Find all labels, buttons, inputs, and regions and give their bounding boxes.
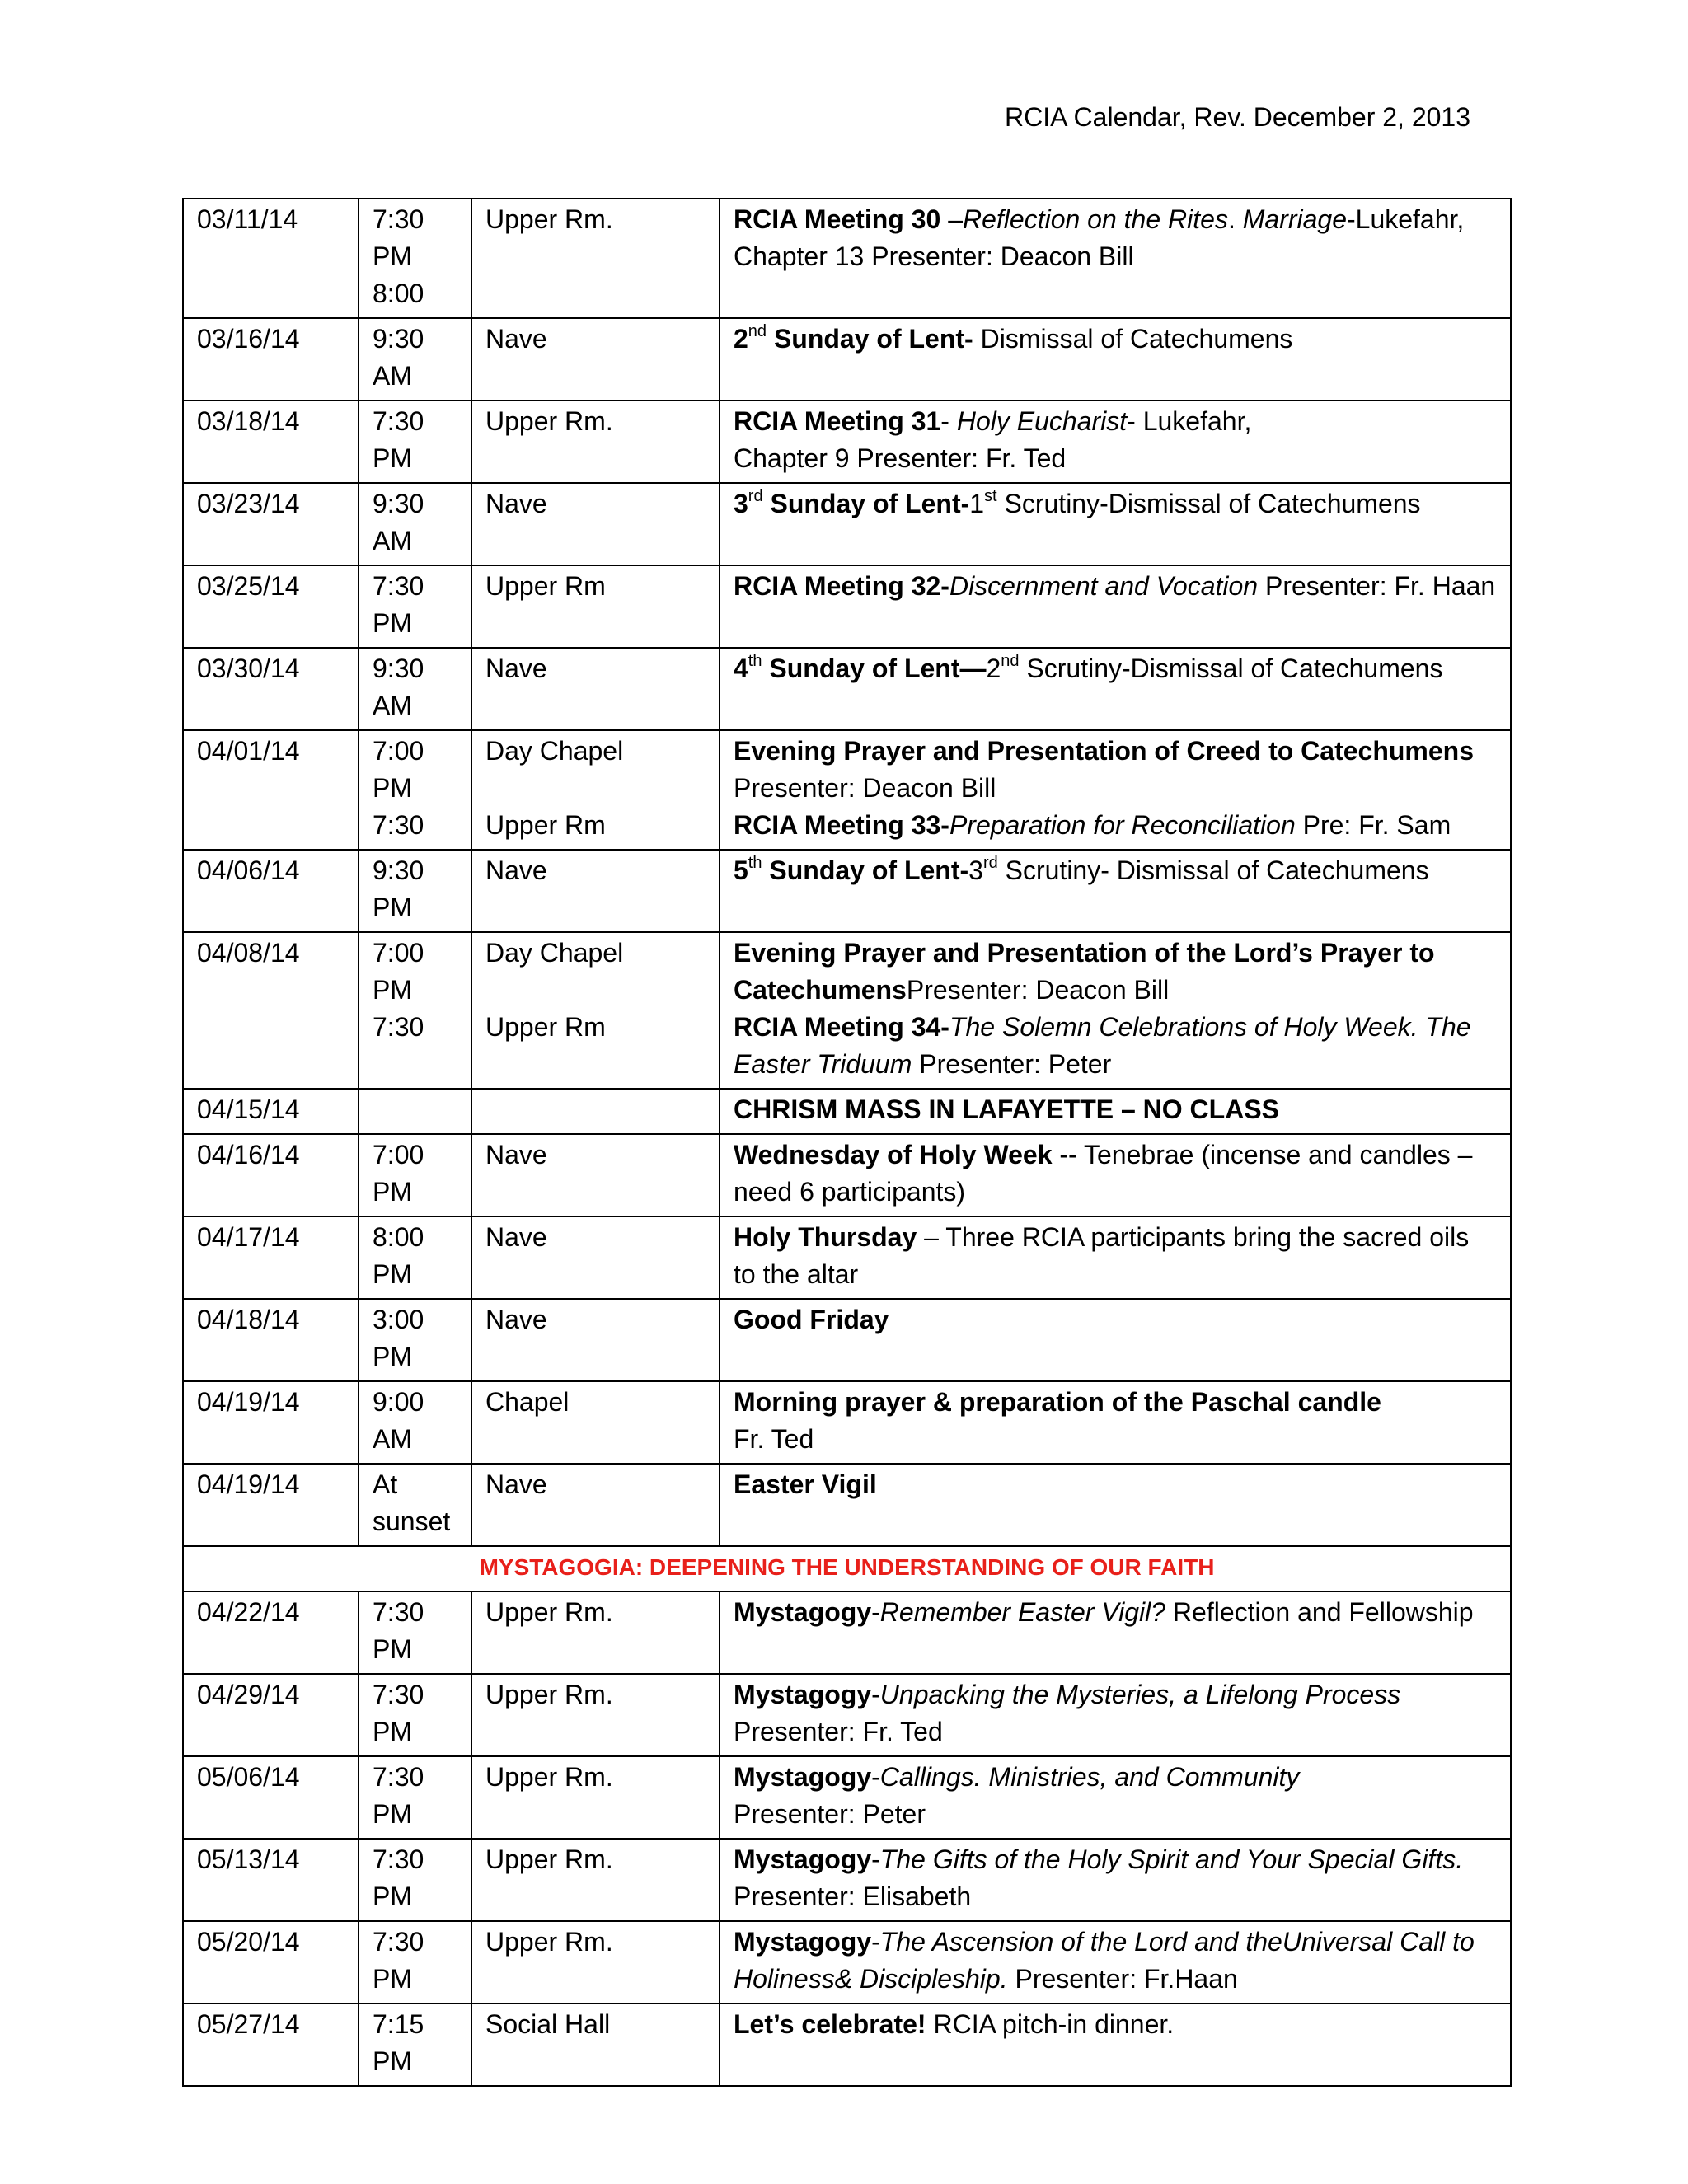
date-cell: 04/01/14 <box>183 730 359 850</box>
description-text: Presenter: Deacon Bill <box>734 773 996 803</box>
description-text: Presenter: Peter <box>734 1799 926 1829</box>
time-cell <box>359 1839 471 1921</box>
table-row <box>183 1921 1511 2004</box>
description-text: Scrutiny-Dismissal of Catechumens <box>996 489 1421 518</box>
time-line: PM <box>373 1259 412 1289</box>
description-italic: The Ascension of the Lord and theUniversal Call to Holiness& Discipleship. <box>734 1927 1475 1994</box>
description-text: 3 <box>968 855 983 885</box>
calendar-table <box>182 198 1512 2087</box>
time-cell <box>359 565 471 648</box>
location-cell <box>471 1591 720 1674</box>
time-line: 7:30 <box>373 571 424 601</box>
time-line: 7:30 <box>373 406 424 436</box>
time-line: PM <box>373 893 412 922</box>
table-row <box>183 648 1511 730</box>
date-cell: 04/17/14 <box>183 1216 359 1299</box>
time-line: 9:30 <box>373 489 424 518</box>
date-cell: 04/19/14 <box>183 1464 359 1546</box>
location-line: Upper Rm. <box>485 204 613 234</box>
description-cell <box>720 199 1511 318</box>
ordinal-suffix: nd <box>748 322 767 341</box>
description-italic: Holy Eucharist <box>956 406 1128 436</box>
time-cell <box>359 1464 471 1546</box>
date-cell: 04/18/14 <box>183 1299 359 1381</box>
description-text: 1 <box>969 489 985 518</box>
description-text: -- Tenebrae (incense and candles – need 6 participants) <box>734 1140 1473 1207</box>
description-cell <box>720 1464 1511 1546</box>
time-cell <box>359 401 471 483</box>
date-cell: 04/29/14 <box>183 1674 359 1756</box>
location-line: Upper Rm <box>485 810 606 840</box>
description-text: - <box>871 1927 880 1957</box>
time-line: 7:30 <box>373 810 424 840</box>
table-row <box>183 483 1511 565</box>
location-line: Upper Rm. <box>485 1597 613 1627</box>
time-cell <box>359 932 471 1089</box>
description-bold: Evening Prayer and Presentation of the Lord’s Prayer to Catechumens <box>734 938 1435 1005</box>
time-line: 7:30 <box>373 1927 424 1957</box>
description-bold: Sunday of Lent- <box>762 489 970 518</box>
description-bold: CHRISM MASS IN LAFAYETTE – NO CLASS <box>734 1094 1279 1124</box>
time-line: 9:30 <box>373 855 424 885</box>
ordinal-suffix: th <box>748 652 762 671</box>
description-bold: RCIA Meeting 33- <box>734 810 950 840</box>
location-line: Nave <box>485 1305 547 1334</box>
location-line: Nave <box>485 1140 547 1169</box>
description-cell <box>720 1216 1511 1299</box>
date-cell: 05/20/14 <box>183 1921 359 2004</box>
time-line: 9:00 <box>373 1387 424 1417</box>
description-text: Chapter 9 Presenter: Fr. Ted <box>734 443 1067 473</box>
time-line: PM <box>373 2046 412 2076</box>
description-bold: 5 <box>734 855 748 885</box>
location-line: Day Chapel <box>485 938 624 968</box>
section-title: MYSTAGOGIA: DEEPENING THE UNDERSTANDING OF OUR FAITH <box>183 1546 1511 1591</box>
description-cell <box>720 1089 1511 1134</box>
description-cell <box>720 1134 1511 1216</box>
time-line: At <box>373 1469 398 1499</box>
time-line: PM <box>373 443 412 473</box>
description-bold: 2 <box>734 324 748 354</box>
description-bold: Mystagogy <box>734 1680 872 1709</box>
date-cell: 04/22/14 <box>183 1591 359 1674</box>
location-cell <box>471 1756 720 1839</box>
time-line: AM <box>373 361 412 391</box>
description-text: Presenter: Deacon Bill <box>906 975 1170 1005</box>
date-cell: 03/25/14 <box>183 565 359 648</box>
time-line: AM <box>373 691 412 720</box>
time-line: 7:00 <box>373 1140 424 1169</box>
time-cell <box>359 1591 471 1674</box>
location-line: Upper Rm. <box>485 1762 613 1792</box>
description-bold: Mystagogy <box>734 1597 872 1627</box>
time-line: 7:30 <box>373 204 424 234</box>
location-cell <box>471 1216 720 1299</box>
location-line: Nave <box>485 1469 547 1499</box>
description-cell <box>720 1839 1511 1921</box>
description-text: Scrutiny- Dismissal of Catechumens <box>997 855 1429 885</box>
table-row <box>183 1464 1511 1546</box>
description-cell <box>720 318 1511 401</box>
description-bold: Mystagogy <box>734 1927 872 1957</box>
description-text: - <box>871 1680 880 1709</box>
description-bold: Easter Vigil <box>734 1469 877 1499</box>
description-text: Scrutiny-Dismissal of Catechumens <box>1019 654 1443 683</box>
time-line: 7:30 <box>373 1844 424 1874</box>
time-line: 7:00 <box>373 938 424 968</box>
time-line: PM <box>373 1717 412 1746</box>
time-cell <box>359 483 471 565</box>
date-cell: 03/18/14 <box>183 401 359 483</box>
date-cell: 04/16/14 <box>183 1134 359 1216</box>
table-row <box>183 318 1511 401</box>
table-row <box>183 1134 1511 1216</box>
time-cell <box>359 199 471 318</box>
description-text: Presenter: Elisabeth <box>734 1882 972 1911</box>
time-cell <box>359 648 471 730</box>
description-italic: Discernment and Vocation <box>949 571 1259 601</box>
location-cell <box>471 730 720 850</box>
table-row <box>183 1216 1511 1299</box>
location-cell <box>471 648 720 730</box>
description-italic: Remember Easter Vigil? <box>879 1597 1166 1627</box>
description-text: Presenter: Fr. Ted <box>734 1717 943 1746</box>
description-bold: Sunday of Lent— <box>762 654 987 683</box>
table-row <box>183 2004 1511 2086</box>
time-line: PM <box>373 1177 412 1207</box>
time-cell <box>359 1674 471 1756</box>
location-line: Nave <box>485 324 547 354</box>
calendar-rows-lent <box>183 199 1511 1546</box>
ordinal-suffix: nd <box>1001 652 1020 671</box>
time-cell <box>359 1299 471 1381</box>
page-header: RCIA Calendar, Rev. December 2, 2013 <box>1004 102 1470 132</box>
time-line: PM <box>373 241 412 271</box>
description-cell <box>720 1591 1511 1674</box>
table-row <box>183 1381 1511 1464</box>
location-line: Day Chapel <box>485 736 624 766</box>
ordinal-suffix: rd <box>748 487 763 506</box>
location-line: Nave <box>485 855 547 885</box>
location-line: Nave <box>485 654 547 683</box>
table-row <box>183 932 1511 1089</box>
description-text: – <box>948 204 963 234</box>
description-text: Presenter: Fr.Haan <box>1007 1964 1238 1994</box>
time-line: sunset <box>373 1507 451 1536</box>
date-cell: 03/23/14 <box>183 483 359 565</box>
description-cell <box>720 730 1511 850</box>
description-bold: Let’s celebrate! <box>734 2009 926 2039</box>
time-line: 9:30 <box>373 324 424 354</box>
location-line: Upper Rm. <box>485 406 613 436</box>
time-line: PM <box>373 1342 412 1371</box>
time-cell <box>359 730 471 850</box>
description-cell <box>720 1756 1511 1839</box>
time-line: PM <box>373 773 412 803</box>
description-cell <box>720 648 1511 730</box>
description-text: - <box>871 1597 880 1627</box>
description-cell <box>720 483 1511 565</box>
time-cell <box>359 1756 471 1839</box>
date-cell: 03/11/14 <box>183 199 359 318</box>
location-cell <box>471 850 720 932</box>
location-cell <box>471 1299 720 1381</box>
description-text: - <box>871 1844 880 1874</box>
table-row <box>183 199 1511 318</box>
time-line: PM <box>373 608 412 638</box>
location-line <box>485 972 706 1009</box>
location-line: Nave <box>485 1222 547 1252</box>
description-bold: RCIA Meeting 32- <box>734 571 950 601</box>
location-cell <box>471 1089 720 1134</box>
description-italic: Preparation for Reconciliation <box>949 810 1296 840</box>
description-bold: Good Friday <box>734 1305 889 1334</box>
table-row <box>183 1299 1511 1381</box>
date-cell: 04/08/14 <box>183 932 359 1089</box>
time-line: PM <box>373 1964 412 1994</box>
description-italic: Callings. Ministries, and Community <box>879 1762 1300 1792</box>
location-line: Upper Rm. <box>485 1680 613 1709</box>
description-bold: RCIA Meeting 30 <box>734 204 949 234</box>
location-cell <box>471 199 720 318</box>
time-cell <box>359 1216 471 1299</box>
table-row <box>183 1756 1511 1839</box>
description-bold: RCIA Meeting 34- <box>734 1012 950 1042</box>
location-cell <box>471 401 720 483</box>
location-line: Upper Rm <box>485 1012 606 1042</box>
time-cell <box>359 850 471 932</box>
description-text: -Lukefahr, Chapter 13 Presenter: Deacon Bill <box>734 204 1465 271</box>
time-cell <box>359 318 471 401</box>
calendar-rows-mystagogia <box>183 1591 1511 2086</box>
location-cell <box>471 483 720 565</box>
ordinal-suffix: st <box>984 487 997 506</box>
description-bold: 4 <box>734 654 748 683</box>
time-line: 8:00 <box>373 1222 424 1252</box>
description-text: Presenter: Peter <box>912 1049 1112 1079</box>
section-row <box>183 1546 1511 1591</box>
time-cell <box>359 1921 471 2004</box>
time-line: 9:30 <box>373 654 424 683</box>
time-line: PM <box>373 975 412 1005</box>
location-cell <box>471 1134 720 1216</box>
location-cell <box>471 1839 720 1921</box>
description-cell <box>720 932 1511 1089</box>
date-cell: 04/19/14 <box>183 1381 359 1464</box>
description-bold: Morning prayer & preparation of the Paschal candle <box>734 1387 1381 1417</box>
location-cell <box>471 2004 720 2086</box>
section-divider <box>183 1546 1511 1591</box>
ordinal-suffix: rd <box>982 854 998 873</box>
description-cell <box>720 1921 1511 2004</box>
description-text: Dismissal of Catechumens <box>973 324 1293 354</box>
location-cell <box>471 1381 720 1464</box>
description-text: Presenter: Fr. Haan <box>1258 571 1496 601</box>
description-cell <box>720 401 1511 483</box>
description-italic: Marriage <box>1242 204 1347 234</box>
location-line: Upper Rm. <box>485 1844 613 1874</box>
time-line: 7:15 <box>373 2009 424 2039</box>
date-cell: 03/16/14 <box>183 318 359 401</box>
time-line: PM <box>373 1634 412 1664</box>
time-line: 7:30 <box>373 1680 424 1709</box>
description-italic: The Solemn Celebrations of Holy Week. The Easter Triduum <box>734 1012 1471 1079</box>
time-cell <box>359 1089 471 1134</box>
date-cell: 04/06/14 <box>183 850 359 932</box>
time-line: AM <box>373 1424 412 1454</box>
location-cell <box>471 1921 720 2004</box>
time-line: 7:30 <box>373 1012 424 1042</box>
description-italic: The Gifts of the Holy Spirit and Your Special Gifts. <box>879 1844 1464 1874</box>
description-italic: Unpacking the Mysteries, a Lifelong Process <box>879 1680 1401 1709</box>
description-bold: Mystagogy <box>734 1844 872 1874</box>
description-bold: Holy Thursday <box>734 1222 917 1252</box>
table-row <box>183 730 1511 850</box>
time-line: PM <box>373 1799 412 1829</box>
description-cell <box>720 850 1511 932</box>
time-cell <box>359 1134 471 1216</box>
location-cell <box>471 932 720 1089</box>
description-bold: 3 <box>734 489 748 518</box>
description-text: Reflection and Fellowship <box>1165 1597 1474 1627</box>
time-line: 7:30 <box>373 1762 424 1792</box>
time-line: PM <box>373 1882 412 1911</box>
location-line <box>485 770 706 807</box>
time-cell <box>359 1381 471 1464</box>
description-text: Fr. Ted <box>734 1424 814 1454</box>
description-text: – Three RCIA participants bring the sacred oils to the altar <box>734 1222 1470 1289</box>
date-cell: 04/15/14 <box>183 1089 359 1134</box>
ordinal-suffix: th <box>748 854 762 873</box>
location-line: Social Hall <box>485 2009 611 2039</box>
description-text: - <box>940 406 957 436</box>
table-row <box>183 1674 1511 1756</box>
table-row <box>183 1839 1511 1921</box>
description-bold: Sunday of Lent- <box>767 324 973 354</box>
description-bold: Evening Prayer and Presentation of Creed to Catechumens <box>734 736 1475 766</box>
time-line: 3:00 <box>373 1305 424 1334</box>
table-row <box>183 401 1511 483</box>
description-italic: Reflection on the Rites <box>962 204 1228 234</box>
table-row <box>183 850 1511 932</box>
description-cell <box>720 2004 1511 2086</box>
table-row <box>183 565 1511 648</box>
location-cell <box>471 1464 720 1546</box>
table-row <box>183 1591 1511 1674</box>
location-cell <box>471 1674 720 1756</box>
description-bold: RCIA Meeting 31 <box>734 406 941 436</box>
table-row <box>183 1089 1511 1134</box>
description-cell <box>720 1299 1511 1381</box>
time-cell <box>359 2004 471 2086</box>
time-line: 8:00 <box>373 279 424 308</box>
time-line: 7:30 <box>373 1597 424 1627</box>
date-cell: 05/27/14 <box>183 2004 359 2086</box>
description-cell <box>720 1381 1511 1464</box>
description-cell <box>720 1674 1511 1756</box>
date-cell: 05/06/14 <box>183 1756 359 1839</box>
description-text: RCIA pitch-in dinner. <box>926 2009 1175 2039</box>
location-cell <box>471 565 720 648</box>
location-line: Nave <box>485 489 547 518</box>
description-bold: Wednesday of Holy Week <box>734 1140 1053 1169</box>
location-line: Upper Rm <box>485 571 606 601</box>
date-cell: 03/30/14 <box>183 648 359 730</box>
description-bold: Mystagogy <box>734 1762 872 1792</box>
location-line: Upper Rm. <box>485 1927 613 1957</box>
location-line: Chapel <box>485 1387 570 1417</box>
description-text: - Lukefahr, <box>1127 406 1252 436</box>
time-line: AM <box>373 526 412 555</box>
description-cell <box>720 565 1511 648</box>
description-bold: Sunday of Lent- <box>762 855 969 885</box>
description-text: 2 <box>986 654 1001 683</box>
description-text: - <box>871 1762 880 1792</box>
description-text: . <box>1227 204 1243 234</box>
date-cell: 05/13/14 <box>183 1839 359 1921</box>
location-cell <box>471 318 720 401</box>
time-line: 7:00 <box>373 736 424 766</box>
description-text: Pre: Fr. Sam <box>1295 810 1451 840</box>
